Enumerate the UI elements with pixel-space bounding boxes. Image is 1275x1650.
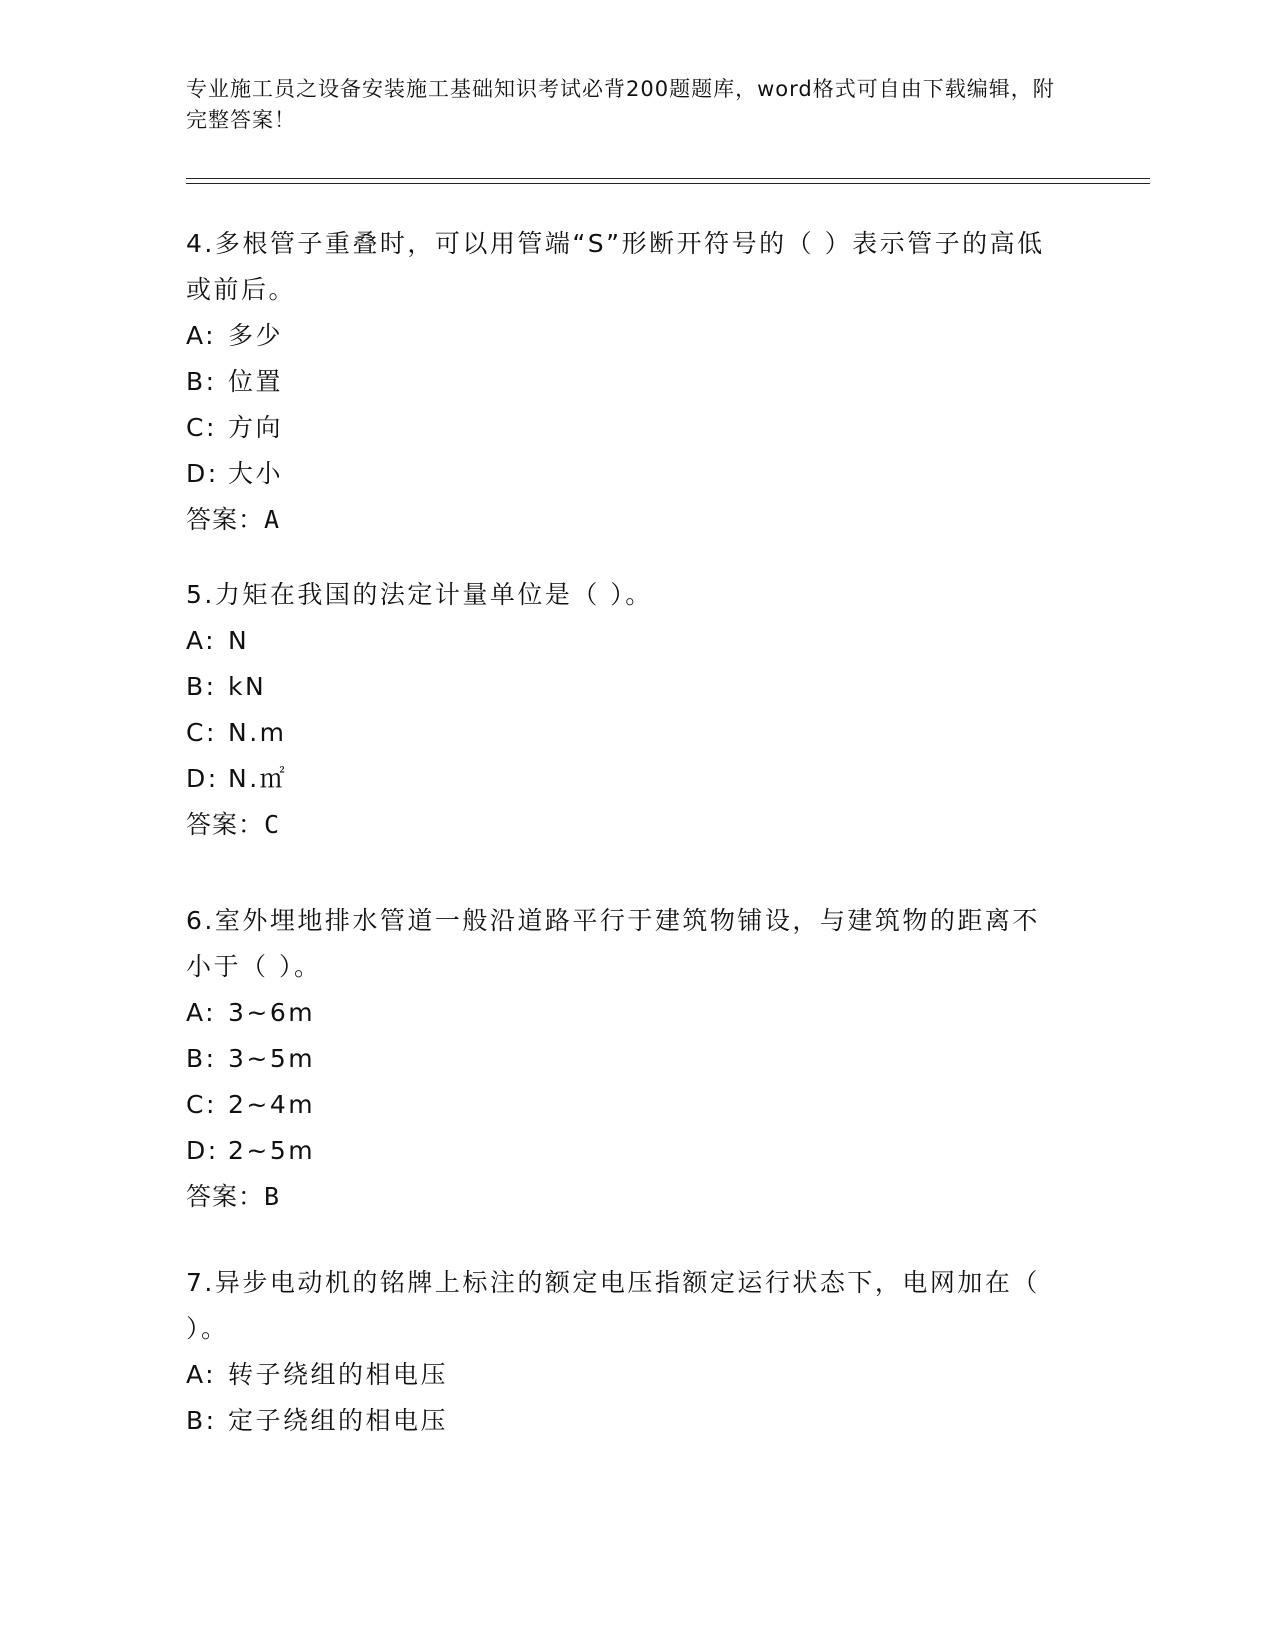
option-text: 3~5m <box>228 1044 316 1073</box>
option-text: 转子绕组的相电压 <box>228 1360 449 1389</box>
option-c <box>186 1082 1066 1128</box>
question-stem <box>186 572 1066 618</box>
option-a <box>186 313 1066 359</box>
option-letter: C: <box>186 1090 217 1119</box>
answer-value: A <box>264 505 281 534</box>
option-text: 2~5m <box>228 1136 316 1165</box>
option-a <box>186 618 1066 664</box>
option-b <box>186 1036 1066 1082</box>
answer-line <box>186 497 1066 543</box>
question-text: 室外埋地排水管道一般沿道路平行于建筑物铺设，与建筑物的距离不小于（ ）。 <box>186 906 1040 981</box>
option-text: kN <box>228 672 267 701</box>
question-text: 力矩在我国的法定计量单位是（ ）。 <box>214 580 653 609</box>
option-letter: D: <box>186 764 219 793</box>
option-d <box>186 1128 1066 1174</box>
answer-value: C <box>264 810 281 839</box>
option-text: 3~6m <box>228 998 316 1027</box>
option-letter: D: <box>186 1136 219 1165</box>
option-letter: A: <box>186 626 217 655</box>
option-letter: A: <box>186 321 217 350</box>
option-letter: A: <box>186 1360 217 1389</box>
option-text: 多少 <box>228 321 284 350</box>
option-d <box>186 451 1066 497</box>
option-letter: B: <box>186 367 217 396</box>
option-text: 方向 <box>228 413 284 442</box>
option-b <box>186 1398 1066 1444</box>
option-letter: B: <box>186 672 217 701</box>
question-text: 异步电动机的铭牌上标注的额定电压指额定运行状态下，电网加在（ ）。 <box>186 1268 1040 1343</box>
option-text: N <box>228 626 250 655</box>
answer-label: 答案： <box>186 1182 265 1211</box>
question-stem <box>186 1260 1066 1352</box>
option-text: 定子绕组的相电压 <box>228 1406 449 1435</box>
option-text: 位置 <box>228 367 284 396</box>
option-a <box>186 990 1066 1036</box>
option-a <box>186 1352 1066 1398</box>
option-text: 大小 <box>228 459 284 488</box>
question-number: 6. <box>186 906 215 935</box>
question-stem <box>186 898 1066 990</box>
question-number: 4. <box>186 229 215 258</box>
option-c <box>186 405 1066 451</box>
question-5 <box>186 572 1066 848</box>
question-6 <box>186 898 1066 1220</box>
option-b <box>186 664 1066 710</box>
option-text: 2~4m <box>228 1090 316 1119</box>
option-letter: C: <box>186 718 217 747</box>
option-letter: A: <box>186 998 217 1027</box>
answer-line <box>186 802 1066 848</box>
question-stem <box>186 221 1066 313</box>
document-header: 专业施工员之设备安装施工基础知识考试必背200题题库，word格式可自由下载编辑，附完整答案！ <box>186 77 1055 132</box>
option-d <box>186 756 1066 802</box>
question-number: 7. <box>186 1268 215 1297</box>
question-4 <box>186 221 1066 543</box>
question-text: 多根管子重叠时，可以用管端“S”形断开符号的（ ）表示管子的高低或前后。 <box>186 229 1045 304</box>
option-letter: C: <box>186 413 217 442</box>
option-b <box>186 359 1066 405</box>
option-letter: D: <box>186 459 219 488</box>
answer-value: B <box>264 1182 281 1211</box>
option-text: N.m <box>228 718 287 747</box>
option-text: N.㎡ <box>228 764 288 793</box>
option-letter: B: <box>186 1406 217 1435</box>
question-7 <box>186 1260 1066 1444</box>
question-number: 5. <box>186 580 215 609</box>
answer-label: 答案： <box>186 505 265 534</box>
option-c <box>186 710 1066 756</box>
answer-line <box>186 1174 1066 1220</box>
answer-label: 答案： <box>186 810 265 839</box>
option-letter: B: <box>186 1044 217 1073</box>
header-divider <box>186 178 1150 184</box>
